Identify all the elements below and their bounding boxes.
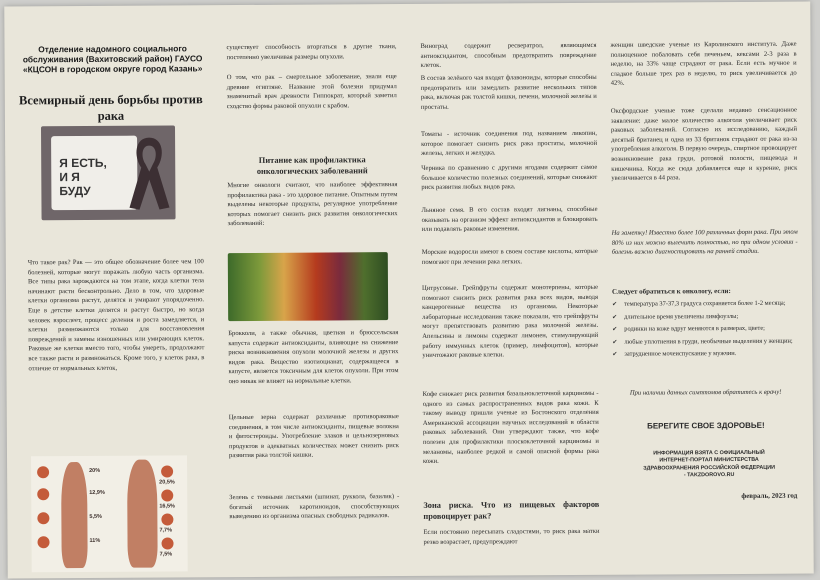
stat-value: 5,5%: [89, 513, 102, 520]
risk-zone-heading: Зона риска. Что из пищевых факторов провоцирует рак?: [423, 499, 600, 521]
greens-text: Зелень с темными листьями (шпинат, руккола, базилик) - богатый источник каротиноидов, способствующих выведению из организма опасных свободных радикалов.: [229, 493, 400, 521]
slogan: БЕРЕГИТЕ СВОЕ ЗДОРОВЬЕ!: [647, 420, 765, 431]
publication-date: февраль, 2023 год: [741, 491, 798, 500]
note-text: На заметку! Известно более 100 различных форм рака. При этом 80% из них можно вылечить полностью, но при одном условии - болезнь важно диагностировать на ранней стадии.: [611, 228, 798, 256]
stat-value: 20,5%: [159, 479, 175, 486]
banner-card: [51, 136, 137, 211]
grape-text: Виноград содержит ресвератрол, являющимся антиоксидантом, способным предотвратить повреждение клеток.: [420, 41, 597, 70]
stat-value: 7,7%: [159, 527, 173, 534]
organ-icon: [161, 465, 173, 477]
nutrition-intro-text: Многие онкологи считают, что наиболее эффективная профилактика рака - это здоровое питание. Опытным путем выделены некоторые продукты, регулярное употребление которых помогает снизить риск развития онкологических заболеваний:: [227, 181, 398, 228]
organ-icon: [162, 537, 174, 549]
list-item: ✔ любые уплотнения в груди, необычные выделения у женщин;: [612, 335, 798, 349]
list-item: ✔ длительное время увеличены лимфоузлы;: [612, 310, 798, 324]
male-figure: [127, 460, 158, 568]
organ-icon: [37, 536, 49, 548]
stat-value: 11%: [89, 537, 101, 544]
organ-icon: [37, 466, 49, 478]
organ-icon: [161, 489, 173, 501]
female-figure: [61, 462, 88, 568]
source-note: ИНФОРМАЦИЯ ВЗЯТА С ОФИЦИАЛЬНЫЙ ИНТЕРНЕТ-ПОРТАЛ МИНИСТЕРСТВА ЗДРАВООХРАНЕНИЯ РОССИЙСКОЙ ФЕДЕРАЦИИ - TAKZDOROVO.RU: [643, 449, 775, 479]
leaflet-title: Всемирный день борьбы против рака: [18, 92, 203, 123]
citrus-text: Цитрусовые. Грейпфруты содержат монотерпены, которые помогают снизить риск развития рака всех видов, выводя канцерогенные вещества из организма. Некоторые лабораторные исследования также показали, что грейпфруты могут препятствовать развитию рака молочной железы. Апельсины и лимоны содержат лимонен, стимулирующий работу иммунных клеток (пример, лимфоцитов), которые уничтожают раковые клетки.: [421, 283, 599, 360]
whole-grains-text: Цельные зерна содержат различные противораковые соединения, в том числе антиоксиданты, пищевые волокна и фитостероиды. Употребление злаков и цельнозерновых продуктов в адекватных количествах может снизить риск развития рака толстой кишки.: [228, 413, 399, 460]
organ-icon: [37, 512, 49, 524]
cancer-statistics-illustration: [31, 455, 188, 572]
organization-header: Отделение надомного социального обслуживания (Вахитовский район) ГАУСО «КЦСОН в городском округе город Казань»: [22, 43, 203, 75]
banner-slogan: Я ЕСТЬ, И Я БУДУ: [59, 155, 107, 199]
sweets-continued-text: женщин шведские ученые из Каролинского института. Даже полноценное побаловать себя печеньем, кексами 2-3 раза в неделю, на 33% чаще страдают от рака. Если есть мучное и сладкое больше трех раз в неделю, то риск увеличивается до 42%.: [610, 40, 797, 88]
nutrition-heading: Питание как профилактика онкологических заболеваний: [256, 155, 368, 176]
organ-icon: [161, 513, 173, 525]
list-item: ✔ затрудненное мочеиспускание у мужчин.: [612, 348, 798, 362]
symptoms-heading: Следует обратиться к онкологу, если:: [611, 287, 731, 296]
stat-value: 16,5%: [159, 503, 175, 510]
symptoms-list: [612, 298, 798, 362]
see-doctor-note: При наличии данных симптомов обратитесь к врачу!: [629, 388, 782, 397]
awareness-banner: [41, 125, 176, 220]
tomato-text: Томаты - источник соединения под названием ликопин, которое помогает снизить риск рака простаты, молочной железы, легких и желудка.: [421, 129, 598, 158]
stat-value: 7,5%: [159, 551, 173, 558]
what-is-cancer-text: Что такое рак? Рак — это общее обозначение более чем 100 болезней, которые могут поражать любую часть организма. Все типы рака зарождаются на том этапе, когда клетки тела начинают расти бесконтрольно. Дело в том, что здоровые клетки организма растут, делятся и умирают упорядоченно. Еще в детстве клетки делятся и растут быстро, но когда человек взрослеет, процесс деления и роста замедляется, и клетки размножаются только для восстановления повреждений и замены изношенных или умирающих клеток. Раковые же клетки вместо того, чтобы умереть, продолжают все также расти и размножаться. Кроме того, у клеток рака, в отличие от нормальных клеток,: [27, 258, 205, 372]
history-text: О том, что рак – смертельное заболевание, знали еще древние египтяне. Название этой болезни придумал знаменитый врач древности Гиппократ, который заметил сходство формы раковой опухоли с крабом.: [226, 73, 397, 110]
flaxseed-text: Льняное семя. В его состав входят лигнаны, способные оказывать на организм эффект антиоксидантов и блокировать или подавлять раковые изменения.: [421, 205, 598, 234]
blueberry-text: Черника по сравнению с другими ягодами содержит самое большое количество полезных соединений, которые снижают риск развития любых видов рака.: [421, 163, 598, 192]
coffee-text: Кофе снижает риск развития базальноклеточной карциномы - одного из самых распространенных видов рака кожи. К такому выводу пришли ученые из Бостонского отделения Американской ассоциации научных исследований в области раковых заболеваний. Они утверждают также, что кофе полезен для профилактики плоскоклеточной карциномы и меланомы, наиболее редкой и самой опасной формы рака кожи.: [422, 389, 600, 466]
stat-value: 20%: [89, 467, 101, 474]
sweets-text: Если постоянно пересыпать сладостями, то риск рака матки резко возрастает, предупреждают: [423, 527, 600, 546]
green-tea-text: В состав зелёного чая входят флавоноиды, которые способны предотвратить или замедлить развитие нескольких типов рака, включая рак толстой кишки, печени, молочной железы и простаты.: [420, 73, 597, 111]
list-item: ✔ температура 37-37,3 градуса сохраняется более 1-2 месяца;: [612, 298, 798, 312]
stat-value: 12,9%: [89, 489, 105, 496]
organ-icon: [37, 488, 49, 500]
cancer-ribbon-icon: [127, 133, 171, 211]
col2-intro-text: существует способность вторгаться в другие ткани, постепенно увеличивая размеры опухоли.: [226, 43, 397, 61]
leaflet-sheet: [4, 2, 813, 579]
seaweed-text: Морские водоросли имеют в своем составе кислоты, которые помогают при лечении рака легких.: [421, 247, 598, 266]
list-item: ✔ родинки на коже вдруг меняются в размерах, цвете;: [612, 323, 798, 337]
vegetables-photo: [228, 252, 388, 321]
broccoli-text: Брокколи, а также обычная, цветная и брюссельская капуста содержат антиоксиданты, влияющие на снижение риска возникновения опухоли молочной железы и других видов рака. Вещество изотиоцианат, содержащееся в капусте, является токсичным для клеток опухоли. При этом оно никак не влияет на нормальные клетки.: [228, 329, 399, 386]
alcohol-text: Оксфордские ученые тоже сделали недавно сенсационное заявление: даже малое количество алкоголя увеличивает риск раковых заболеваний. Согласно их исследованию, каждый десятый британец и одна из 33 британок страдают от рака из-за употребления алкоголя. В первую очередь, спиртное провоцирует возникновение рака груди, ротовой полости, пищевода и кишечника. Когда же сюда добавляется еще и курение, риск увеличивается в 44 раза.: [610, 106, 798, 182]
